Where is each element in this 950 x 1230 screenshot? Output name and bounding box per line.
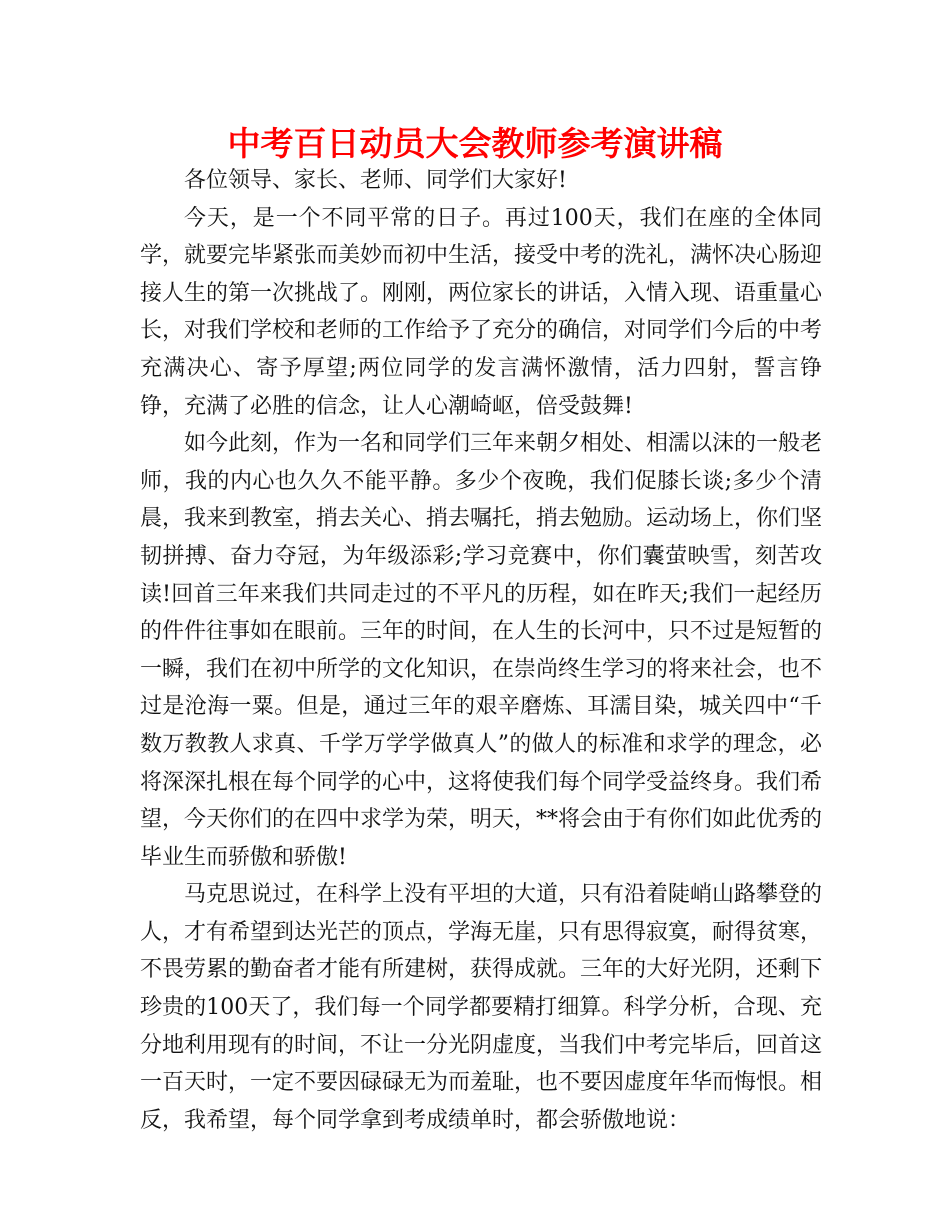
paragraph-2: 如今此刻，作为一名和同学们三年来朝夕相处、相濡以沫的一般老师，我的内心也久久不能平静。多少个夜晚，我们促膝长谈;多少个清晨，我来到教室，捎去关心、捎去嘱托，捎去勉励。运动场上，你们坚韧拼搏、奋力夺冠，为年级添彩;学习竞赛中，你们囊萤映雪，刻苦攻读!回首三年来我们共同走过的不平凡的历程，如在昨天;我们一起经历的件件往事如在眼前。三年的时间，在人生的长河中，只不过是短暂的一瞬，我们在初中所学的文化知识，在崇尚终生学习的将来社会，也不过是沧海一粟。但是，通过三年的艰辛磨炼、耳濡目染，城关四中“千数万教教人求真、千学万学学做真人”的做人的标准和求学的理念，必将深深扎根在每个同学的心中，这将使我们每个同学受益终身。我们希望，今天你们的在四中求学为荣，明天，**将会由于有你们如此优秀的毕业生而骄傲和骄傲! (140, 431, 823, 870)
document-body (140, 162, 822, 1139)
paragraph-greeting: 各位领导、家长、老师、同学们大家好! (184, 168, 567, 193)
document-title: 中考百日动员大会教师参考演讲稿 (227, 124, 723, 163)
paragraph-1: 今天，是一个不同平常的日子。再过100天，我们在座的全体同学，就要完毕紧张而美妙而初中生活，接受中考的洗礼，满怀决心肠迎接人生的第一次挑战了。刚刚，两位家长的讲话，入情入现、语重量心长，对我们学校和老师的工作给予了充分的确信，对同学们今后的中考充满决心、寄予厚望;两位同学的发言满怀激情，活力四射，誓言铮铮，充满了必胜的信念，让人心潮崎岖，倍受鼓舞! (140, 205, 823, 419)
paragraph-3: 马克思说过，在科学上没有平坦的大道，只有沿着陡峭山路攀登的人，才有希望到达光芒的顶点，学海无崖，只有思得寂寞，耐得贫寒，不畏劳累的勤奋者才能有所建树，获得成就。三年的大好光阴，还剩下珍贵的100天了，我们每一个同学都要精打细算。科学分析，合现、充分地利用现有的时间，不让一分光阴虚度，当我们中考完毕后，回首这一百天时，一定不要因碌碌无为而羞耻，也不要因虚度年华而悔恨。相反，我希望，每个同学拿到考成绩单时，都会骄傲地说： (140, 882, 823, 1133)
